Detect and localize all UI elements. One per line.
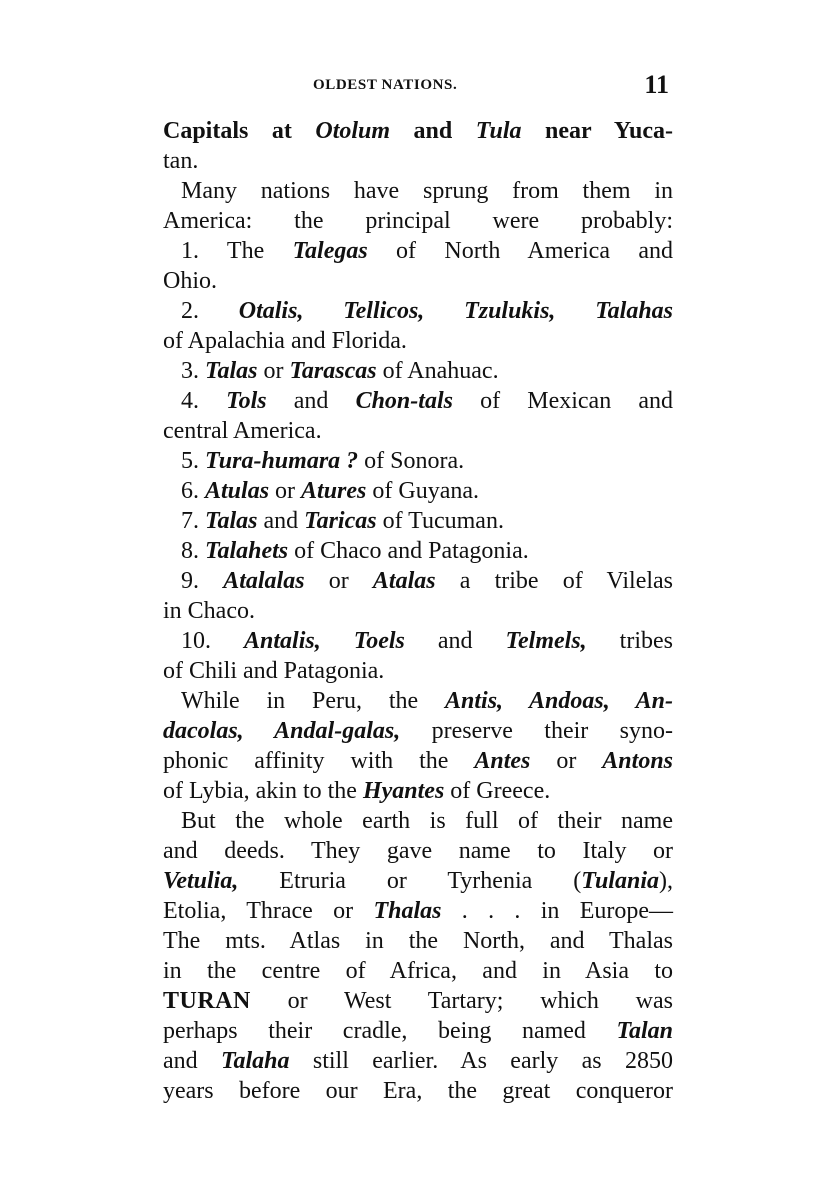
- text-line: Many nations have sprung from them in: [181, 178, 673, 204]
- text-line: and Talaha still earlier. As early as 2850: [163, 1048, 673, 1074]
- text-line: central America.: [163, 418, 322, 444]
- text-line: TURAN or West Tartary; which was: [163, 988, 673, 1014]
- text-line: of Lybia, akin to the Hyantes of Greece.: [163, 778, 551, 804]
- text-line: 6. Atulas or Atures of Guyana.: [181, 478, 480, 504]
- text-line: But the whole earth is full of their name: [181, 808, 673, 834]
- text-line: 10. Antalis, Toels and Telmels, tribes: [181, 628, 673, 654]
- text-line: 5. Tura-humara ? of Sonora.: [181, 448, 465, 474]
- text-line: perhaps their cradle, being named Talan: [163, 1018, 673, 1044]
- text-line: While in Peru, the Antis, Andoas, An-: [181, 688, 674, 714]
- text-line: Vetulia, Etruria or Tyrhenia (Tulania),: [163, 868, 673, 894]
- page-header: [163, 70, 673, 102]
- page-number: 11: [644, 70, 669, 99]
- text-line: Etolia, Thrace or Thalas . . . in Europe—: [163, 898, 673, 924]
- text-line: and deeds. They gave name to Italy or: [163, 838, 673, 864]
- text-line: 2. Otalis, Tellicos, Tzulukis, Talahas: [181, 298, 674, 324]
- text-line: years before our Era, the great conqueror: [163, 1078, 673, 1104]
- body-text: [163, 116, 673, 1106]
- text-line: phonic affinity with the Antes or Antons: [163, 748, 674, 774]
- text-line: tan.: [163, 148, 199, 174]
- running-head: OLDEST NATIONS.: [313, 77, 458, 93]
- text-line: 4. Tols and Chon-tals of Mexican and: [181, 388, 674, 414]
- text-line: 1. The Talegas of North America and: [181, 238, 673, 264]
- text-line: 3. Talas or Tarascas of Anahuac.: [181, 358, 499, 384]
- text-line: 7. Talas and Taricas of Tucuman.: [181, 508, 504, 534]
- text-line: 8. Talahets of Chaco and Patagonia.: [181, 538, 529, 564]
- text-line: dacolas, Andal-galas, preserve their syno-: [163, 718, 674, 744]
- text-line: of Apalachia and Florida.: [163, 328, 407, 354]
- text-line: Capitals at Otolum and Tula near Yuca-: [163, 118, 674, 144]
- text-line: in Chaco.: [163, 598, 255, 624]
- text-line: America: the principal were probably:: [163, 208, 673, 234]
- text-line: of Chili and Patagonia.: [163, 658, 385, 684]
- text-line: in the centre of Africa, and in Asia to: [163, 958, 673, 984]
- text-line: The mts. Atlas in the North, and Thalas: [163, 928, 673, 954]
- text-line: Ohio.: [163, 268, 217, 294]
- text-line: 9. Atalalas or Atalas a tribe of Vilelas: [181, 568, 674, 594]
